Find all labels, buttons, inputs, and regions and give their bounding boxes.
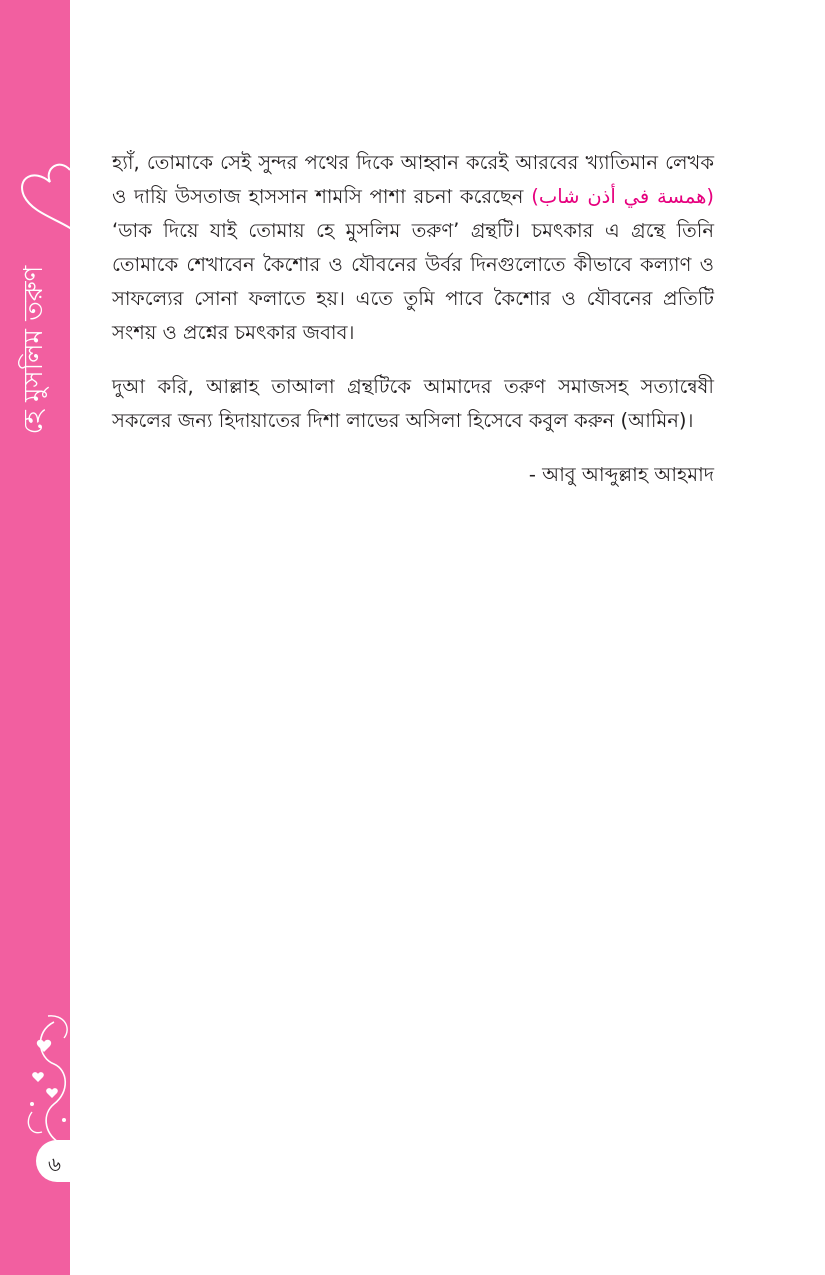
signature: - আবু আব্দুল্লাহ আহমাদ xyxy=(528,463,714,486)
paragraph-1-part-a: হ্যাঁ, তোমাকে সেই সুন্দর পথের দিকে আহ্বান করেই আরবের খ্যাতিমান লেখক ও দায়ি উসতাজ হাসসান শামসি পাশা রচনা করেছেন xyxy=(112,151,714,208)
body-text xyxy=(112,146,714,512)
paragraph-1-part-b: ‘ডাক দিয়ে যাই তোমায় হে মুসলিম তরুণ’ গ্রন্থটি। চমৎকার এ গ্রন্থে তিনি তোমাকে শেখাবেন কৈশোর ও যৌবনের উর্বর দিনগুলোতে কীভাবে কল্যাণ ও সাফল্যের সোনা ফলাতে হয়। এতে তুমি পাবে কৈশোর ও যৌবনের প্রতিটি সংশয় ও প্রশ্নের চমৎকার জবাব। xyxy=(112,219,714,344)
page-number-tab xyxy=(36,1140,104,1182)
book-title-vertical: হে মুসলিম তরুণ xyxy=(19,265,49,435)
sidebar-band xyxy=(0,0,70,1275)
paragraph-2: দুআ করি, আল্লাহ তাআলা গ্রন্থটিকে আমাদের তরুণ সমাজসহ সত্যান্বেষী সকলের জন্য হিদায়াতের দিশা লাভের অসিলা হিসেবে কবুল করুন (আমিন)। xyxy=(112,375,714,432)
paragraph-1 xyxy=(112,146,714,350)
arabic-book-title: (همسة في أذن شاب) xyxy=(531,185,714,208)
page-number: ৬ xyxy=(48,1152,62,1176)
heart-outline-icon xyxy=(14,160,76,250)
heart-flourish-icon xyxy=(24,1012,74,1152)
